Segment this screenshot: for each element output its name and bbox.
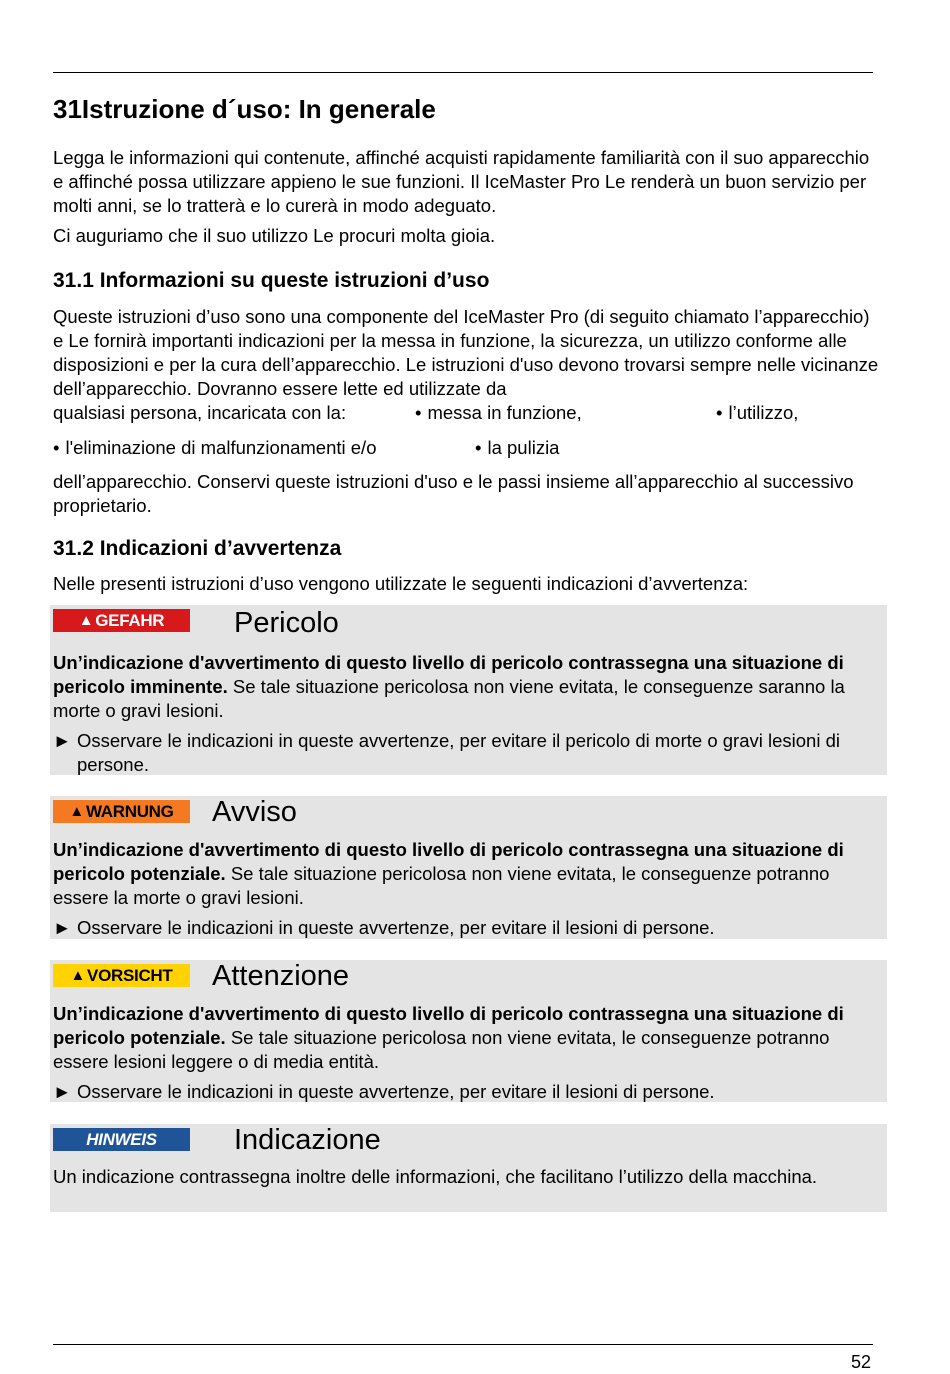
danger-signal-label	[53, 609, 190, 632]
warning-signal-label	[53, 800, 190, 823]
caution-signal-text: VORSICHT	[87, 966, 173, 985]
page-number: 52	[850, 1352, 871, 1372]
bottom-rule	[53, 1344, 873, 1345]
section-intro-block	[53, 146, 883, 248]
warning-body	[53, 838, 881, 940]
warning-signal-text: WARNUNG	[85, 802, 174, 821]
danger-bold-text: Un’indicazione d'avvertimento di questo livello di pericolo contrassegna una situazione di pericolo imminente.	[53, 652, 844, 697]
danger-title: Pericolo	[234, 607, 339, 639]
list-item: • messa in funzione,	[415, 401, 582, 425]
list-item: • l'eliminazione di malfunzionamenti e/o	[53, 436, 377, 460]
warning-triangle-icon: ▲	[78, 612, 94, 629]
warning-box	[50, 796, 887, 939]
notice-signal-text: HINWEIS	[86, 1130, 157, 1149]
caution-box	[50, 960, 887, 1102]
action-arrow-icon: ►	[53, 1081, 72, 1102]
closing-paragraph: dell’apparecchio. Conservi queste istruzioni d'uso e le passi insieme all’apparecchio al successivo proprietario.	[53, 471, 854, 516]
action-arrow-icon: ►	[53, 917, 72, 938]
danger-description	[53, 651, 881, 723]
subsection-2-title: 31.2 Indicazioni d’avvertenza	[53, 537, 342, 560]
danger-action-text: Osservare le indicazioni in queste avvertenze, per evitare il pericolo di morte o gravi lesioni di persone.	[77, 730, 840, 775]
warning-triangle-icon: ▲	[69, 803, 84, 820]
intro-paragraph: Legga le informazioni qui contenute, affinché acquisti rapidamente familiarità con il suo apparecchio e affinché possa utilizzare appieno le sue funzioni. Il IceMaster Pro Le renderà un buon servizio per molti anni, se lo tratterà e lo curerà in modo adeguato.	[53, 147, 870, 216]
caution-bold-text: Un’indicazione d'avvertimento di questo livello di pericolo contrassegna una situazione di pericolo potenziale.	[53, 1003, 844, 1048]
danger-box	[50, 605, 887, 775]
warning-text: Se tale situazione pericolosa non viene evitata, le conseguenze potranno essere la morte o gravi lesioni.	[53, 863, 830, 908]
notice-title: Indicazione	[234, 1124, 381, 1156]
caution-signal-label	[53, 964, 190, 987]
list-item: • la pulizia	[475, 436, 559, 460]
bullet-lead: qualsiasi persona, incaricata con la:	[53, 402, 347, 423]
caution-text: Se tale situazione pericolosa non viene evitata, le conseguenze potranno essere lesioni leggere o di media entità.	[53, 1027, 830, 1072]
instructions-paragraph: Queste istruzioni d’uso sono una componente del IceMaster Pro (di seguito chiamato l’apparecchio) e Le fornirà importanti indicazioni per la messa in funzione, la sicurezza, un utilizzo conforme alle disposizioni e per la cura dell’apparecchio. Le istruzioni d'uso devono trovarsi sempre nelle vicinanze dell’apparecchio. Dovranno essere lette ed utilizzate da	[53, 306, 879, 399]
subsection-1-text	[53, 305, 883, 518]
notice-text: Un indicazione contrassegna inoltre delle informazioni, che facilitano l’utilizzo della macchina.	[53, 1166, 818, 1187]
warning-description	[53, 838, 881, 910]
top-rule	[53, 72, 873, 73]
notice-signal-label	[53, 1128, 190, 1151]
wish-paragraph: Ci auguriamo che il suo utilizzo Le procuri molta gioia.	[53, 225, 496, 246]
danger-body	[53, 651, 881, 777]
warning-action-text: Osservare le indicazioni in queste avvertenze, per evitare il lesioni di persone.	[77, 917, 715, 938]
caution-action-text: Osservare le indicazioni in queste avvertenze, per evitare il lesioni di persone.	[77, 1081, 715, 1102]
danger-text: Se tale situazione pericolosa non viene evitata, le conseguenze saranno la morte o gravi lesioni.	[53, 676, 845, 721]
warning-title: Avviso	[212, 796, 297, 828]
warning-bold-text: Un’indicazione d'avvertimento di questo livello di pericolo contrassegna una situazione di pericolo potenziale.	[53, 839, 844, 884]
subsection-1-title: 31.1 Informazioni su queste istruzioni d’uso	[53, 269, 490, 292]
caution-title: Attenzione	[212, 960, 350, 992]
warning-triangle-icon: ▲	[70, 967, 86, 984]
caution-description	[53, 1002, 881, 1074]
action-arrow-icon: ►	[53, 730, 72, 751]
section-title: 31Istruzione d´uso: In generale	[53, 94, 436, 124]
notice-body	[53, 1165, 881, 1189]
subsection-2-intro: Nelle presenti istruzioni d’uso vengono utilizzate le seguenti indicazioni d’avvertenza:	[53, 573, 749, 594]
warning-action	[53, 916, 881, 940]
danger-action	[53, 729, 881, 777]
notice-box	[50, 1124, 887, 1212]
caution-action	[53, 1080, 881, 1104]
bullet-row-2	[53, 436, 883, 460]
danger-signal-text: GEFAHR	[95, 611, 165, 630]
list-item: • l’utilizzo,	[716, 401, 798, 425]
bullet-row-1	[53, 401, 883, 425]
caution-body	[53, 1002, 881, 1104]
